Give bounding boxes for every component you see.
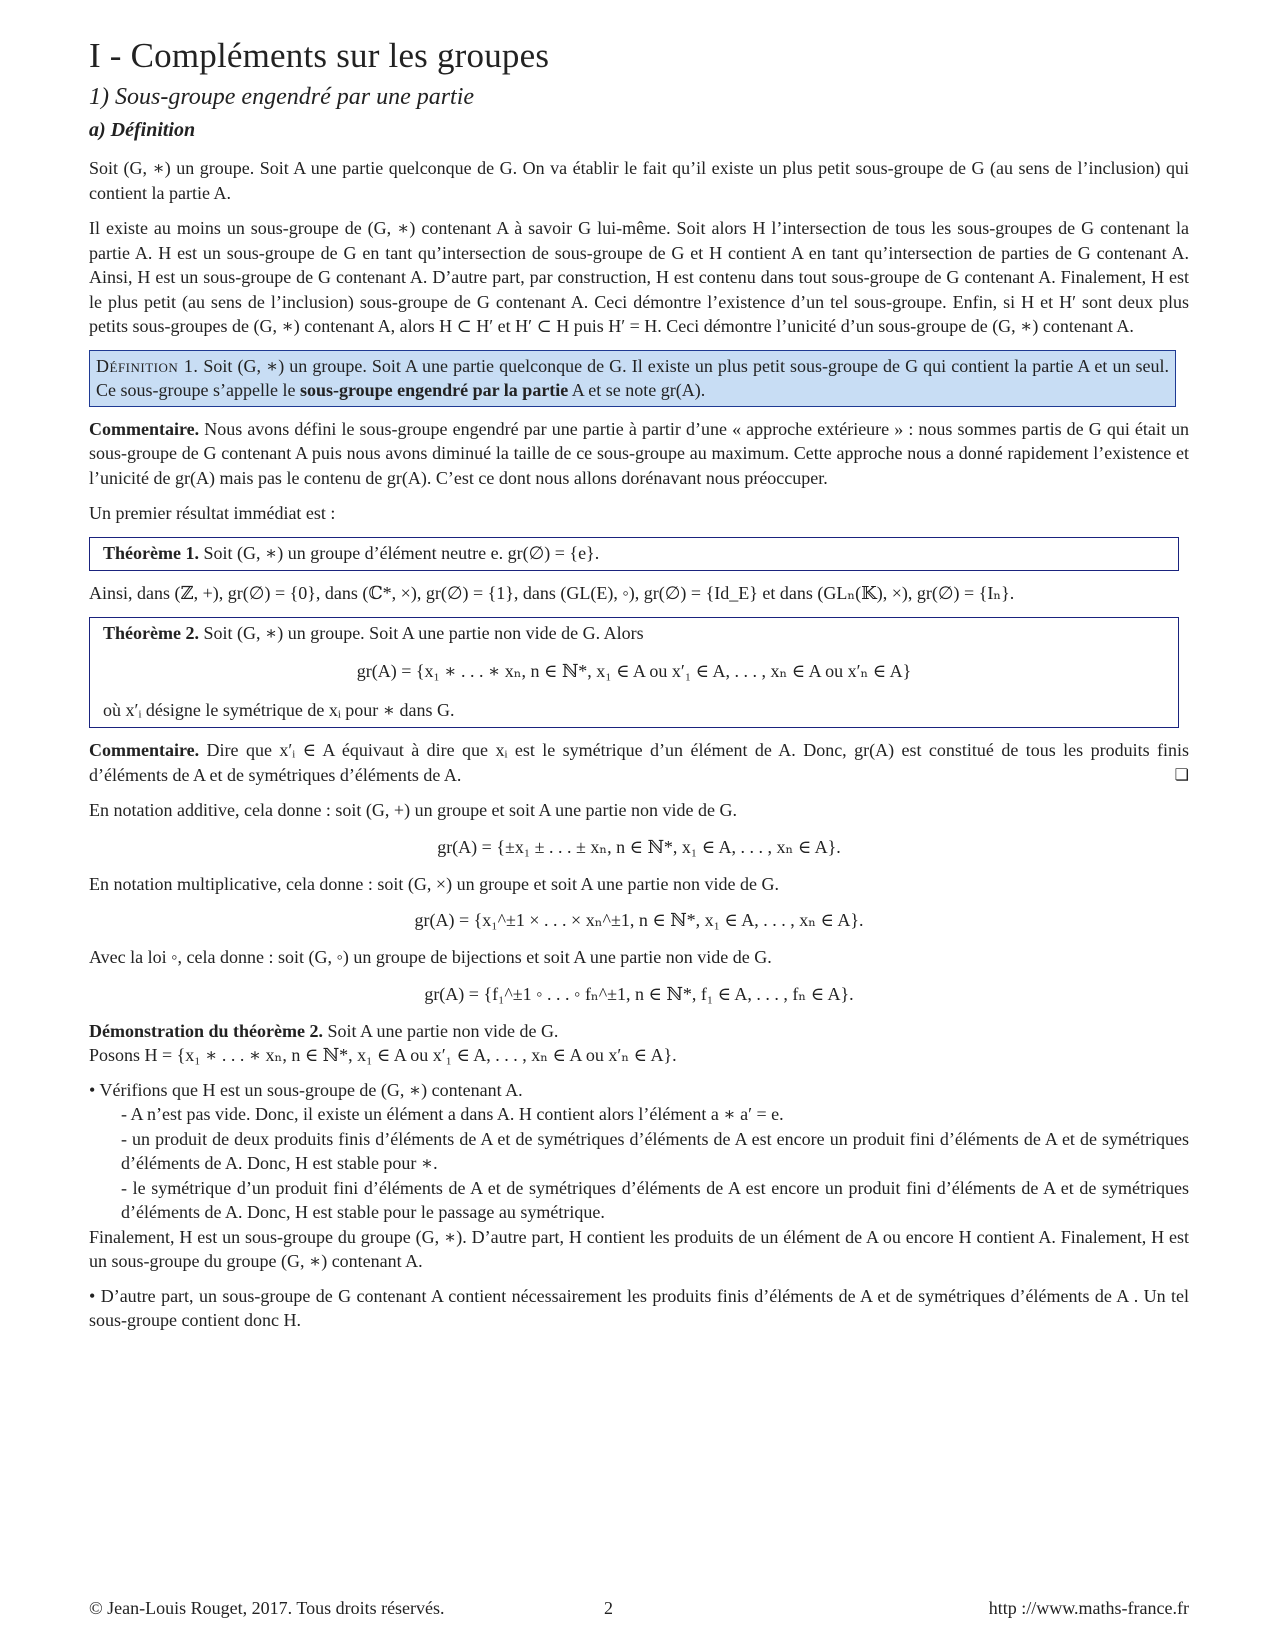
definition-box [89, 350, 1176, 407]
footer-page-number: 2 [604, 1598, 613, 1618]
theorem-2-formula: gr(A) = {x₁ ∗ . . . ∗ xₙ, n ∈ ℕ*, x₁ ∈ A ou x′₁ ∈ A, . . . , xₙ ∈ A ou x′ₙ ∈ A} [356, 661, 912, 681]
proof-sub-2: - un produit de deux produits finis d’éléments de A et de symétriques d’éléments de A est encore un produit fini d’éléments de A et de symétriques d’éléments de A. Donc, H est stable pour ∗. [121, 1128, 1189, 1173]
equation-additive: gr(A) = {±x₁ ± . . . ± xₙ, n ∈ ℕ*, x₁ ∈ A, . . . , xₙ ∈ A}. [437, 836, 841, 857]
paragraph-composition: Avec la loi ◦, cela donne : soit (G, ◦) un groupe de bijections et soit A une partie non vide de G. [89, 947, 772, 967]
proof-sub-3: - le symétrique d’un produit fini d’éléments de A et de symétriques d’éléments de A est encore un produit fini d’éléments de A et de symétriques d’éléments de A. Donc, H est stable pour le passage au symétrique. [121, 1177, 1189, 1222]
main-content [89, 36, 1189, 1333]
subsection-title: a) Définition [89, 119, 196, 141]
paragraph-multiplicative: En notation multiplicative, cela donne : soit (G, ×) un groupe et soit A une partie non vide de G. [89, 873, 780, 894]
paragraph-existence: Il existe au moins un sous-groupe de (G, ∗) contenant A à savoir G lui-même. Soit alors H l’intersection de tous les sous-groupes de G contenant la partie A. H est un sous-groupe de G en tant qu’intersection de sous-groupe de G et H contient A en tant qu’intersection de parties de G contenant A. Ainsi, H est un sous-groupe de G contenant A. D’autre part, par construction, H est contenu dans tout sous-groupe de G contenant A. Finalement, H est le plus petit (au sens de l’inclusion) sous-groupe de G contenant A. Ceci démontre l’existence d’un tel sous-groupe. Enfin, si H et H′ sont deux plus petits sous-groupes de (G, ∗) contenant A, alors H ⊂ H′ et H′ ⊂ H puis H′ = H. Ceci démontre l’unicité d’un sous-groupe de (G, ∗) contenant A. [89, 218, 1189, 336]
theorem-1-text: Soit (G, ∗) un groupe d’élément neutre e. gr(∅) = {e}. [198, 542, 600, 563]
proof-header [89, 1019, 1189, 1044]
theorem-2-after: où x′ᵢ désigne le symétrique de xᵢ pour ∗ dans G. [103, 699, 455, 720]
footer-copyright: © Jean-Louis Rouget, 2017. Tous droits réservés. [89, 1598, 445, 1618]
theorem-1-label: Théorème 1. [103, 542, 199, 563]
proof-conclusion-1: Finalement, H est un sous-groupe du groupe (G, ∗). D’autre part, H contient les produits de un élément de A ou encore H contient A. Finalement, H est un sous-groupe du groupe (G, ∗) contenant A. [89, 1226, 1189, 1271]
paragraph-first-result: Un premier résultat immédiat est : [89, 503, 336, 523]
definition-text-before: Soit (G, ∗) un groupe. Soit A une partie quelconque de G. Il existe un plus petit sous-groupe de G qui contient la partie A et un seul. Ce sous-groupe s’appelle le [96, 355, 1169, 400]
definition-label: Définition 1. [96, 355, 199, 376]
proof-line-1: Soit A une partie non vide de G. [322, 1020, 559, 1041]
comment-2-label: Commentaire. [89, 740, 200, 760]
equation-composition: gr(A) = {f₁^±1 ◦ . . . ◦ fₙ^±1, n ∈ ℕ*, f₁ ∈ A, . . . , fₙ ∈ A}. [424, 983, 854, 1004]
comment-2-text: Dire que x′ᵢ ∈ A équivaut à dire que xᵢ est le symétrique d’un élément de A. Donc, gr(A) est constitué de tous les produits finis d’éléments de A et de symétriques d’éléments de A. [89, 740, 1189, 785]
paragraph-additive: En notation additive, cela donne : soit (G, +) un groupe et soit A une partie non vide de G. [89, 800, 738, 820]
theorem-2-text: Soit (G, ∗) un groupe. Soit A une partie non vide de G. Alors [198, 622, 644, 643]
definition-term: sous-groupe engendré par la partie [299, 380, 569, 400]
section-title: 1) Sous-groupe engendré par une partie [89, 84, 475, 110]
theorem-2-box [89, 617, 1179, 729]
theorem-1-box [89, 537, 1179, 572]
theorem-2-label: Théorème 2. [103, 622, 199, 643]
proof-bullet-1: • Vérifions que H est un sous-groupe de (G, ∗) contenant A. [89, 1079, 523, 1100]
comment-1-label: Commentaire. [89, 418, 200, 439]
equation-multiplicative: gr(A) = {x₁^±1 × . . . × xₙ^±1, n ∈ ℕ*, x₁ ∈ A, . . . , xₙ ∈ A}. [414, 910, 864, 930]
page-footer [89, 1598, 1189, 1622]
qed-icon: ❏ [1174, 764, 1189, 784]
proof-bullet-2: • D’autre part, un sous-groupe de G contenant A contient nécessairement les produits finis d’éléments de A et de symétriques d’éléments de A . Un tel sous-groupe contient donc H. [89, 1285, 1189, 1330]
paragraph-examples: Ainsi, dans (ℤ, +), gr(∅) = {0}, dans (ℂ*, ×), gr(∅) = {1}, dans (GL(E), ◦), gr(∅) = {Id_E} et dans (GLₙ(𝕂), ×), gr(∅) = {Iₙ}. [89, 583, 1015, 603]
proof-sub-1: - A n’est pas vide. Donc, il existe un élément a dans A. H contient alors l’élément a ∗ a′ = e. [121, 1104, 784, 1124]
definition-text-after: A et se note gr(A). [568, 380, 706, 400]
proof-label: Démonstration du théorème 2. [89, 1020, 323, 1041]
paragraph-intro: Soit (G, ∗) un groupe. Soit A une partie quelconque de G. On va établir le fait qu’il existe un plus petit sous-groupe de G (au sens de l’inclusion) qui contient la partie A. [89, 158, 1189, 203]
footer-url[interactable]: http ://www.maths-france.fr [988, 1598, 1189, 1618]
comment-1 [89, 417, 1189, 491]
comment-2 [89, 738, 1189, 787]
comment-1-text: Nous avons défini le sous-groupe engendré par une partie à partir d’une « approche extérieure » : nous sommes partis de G qui était un sous-groupe de G contenant A puis nous avons diminué la taille de ce sous-groupe au maximum. Cette approche nous a donné rapidement l’existence et l’unicité de gr(A) mais pas le contenu de gr(A). C’est ce dont nous allons dorénavant nous préoccuper. [89, 418, 1189, 488]
chapter-title: I - Compléments sur les groupes [89, 36, 550, 75]
proof-line-2: Posons H = {x₁ ∗ . . . ∗ xₙ, n ∈ ℕ*, x₁ ∈ A ou x′₁ ∈ A, . . . , xₙ ∈ A ou x′ₙ ∈ A}. [89, 1045, 677, 1065]
